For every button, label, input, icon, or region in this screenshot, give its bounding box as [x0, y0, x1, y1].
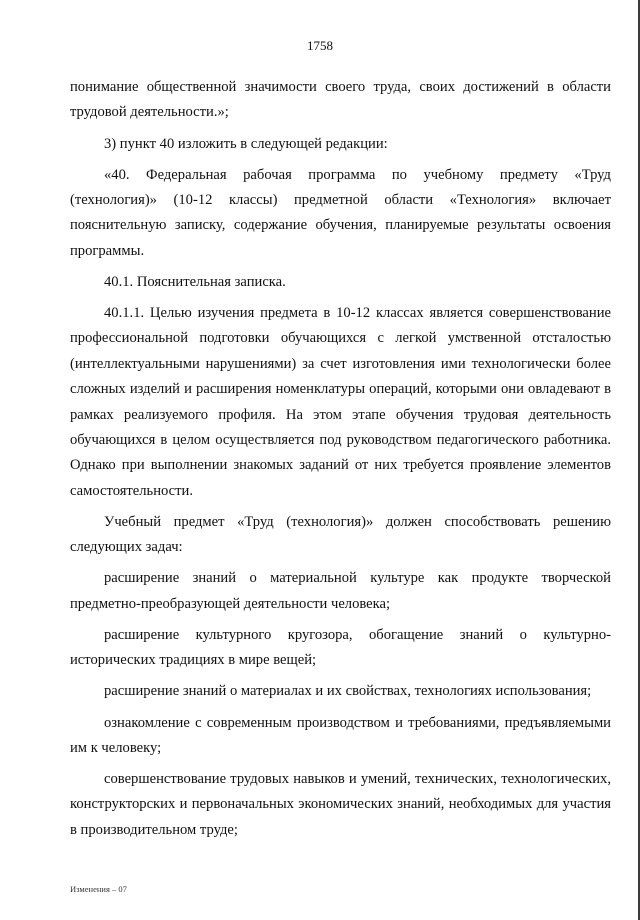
paragraph-4: 40.1. Пояснительная записка.: [104, 273, 286, 290]
paragraph-3: «40. Федеральная рабочая программа по учебному предмету «Труд (технология)» (10-12 классы) предметной области «Технология» включает пояснительную записку, содержание обучения, планируемые результаты освоения программы.: [70, 166, 611, 259]
paragraph-2: 3) пункт 40 изложить в следующей редакции:: [104, 135, 388, 152]
task-item-2: расширение культурного кругозора, обогащение знаний о культурно-исторических традициях в мире вещей;: [70, 626, 611, 669]
page-number: 1758: [307, 38, 333, 53]
task-item-3: расширение знаний о материалах и их свойствах, технологиях использования;: [104, 683, 592, 700]
task-item-4: ознакомление с современным производством и требованиями, предъявляемыми им к человеку;: [70, 714, 611, 756]
document-body: [70, 75, 611, 849]
paragraph-1: понимание общественной значимости своего труда, своих достижений в области трудовой деятельности.»;: [70, 79, 611, 121]
task-item-5: совершенствование трудовых навыков и умений, технических, технологических, конструкторских и первоначальных экономических знаний, необходимых для участия в производительном труде;: [70, 771, 611, 838]
task-item-1: расширение знаний о материальной культуре как продукте творческой предметно-преобразующей деятельности человека;: [70, 570, 611, 612]
paragraph-5: 40.1.1. Целью изучения предмета в 10-12 классах является совершенствование профессиональной подготовки обучающихся с легкой умственной отсталостью (интеллектуальными нарушениями) за счет изготовления ими технологически более сложных изделий и расширения номенклатуры операций, которыми они овладевают в рамках реализуемого профиля. На этом этапе обучения трудовая деятельность обучающихся в целом осуществляется под руководством педагогического работника. Однако при выполнении знакомых заданий от них требуется проявление элементов самостоятельности.: [70, 305, 611, 499]
paragraph-6: Учебный предмет «Труд (технология)» должен способствовать решению следующих задач:: [70, 513, 611, 556]
page-footer: Изменения – 07: [70, 884, 127, 894]
